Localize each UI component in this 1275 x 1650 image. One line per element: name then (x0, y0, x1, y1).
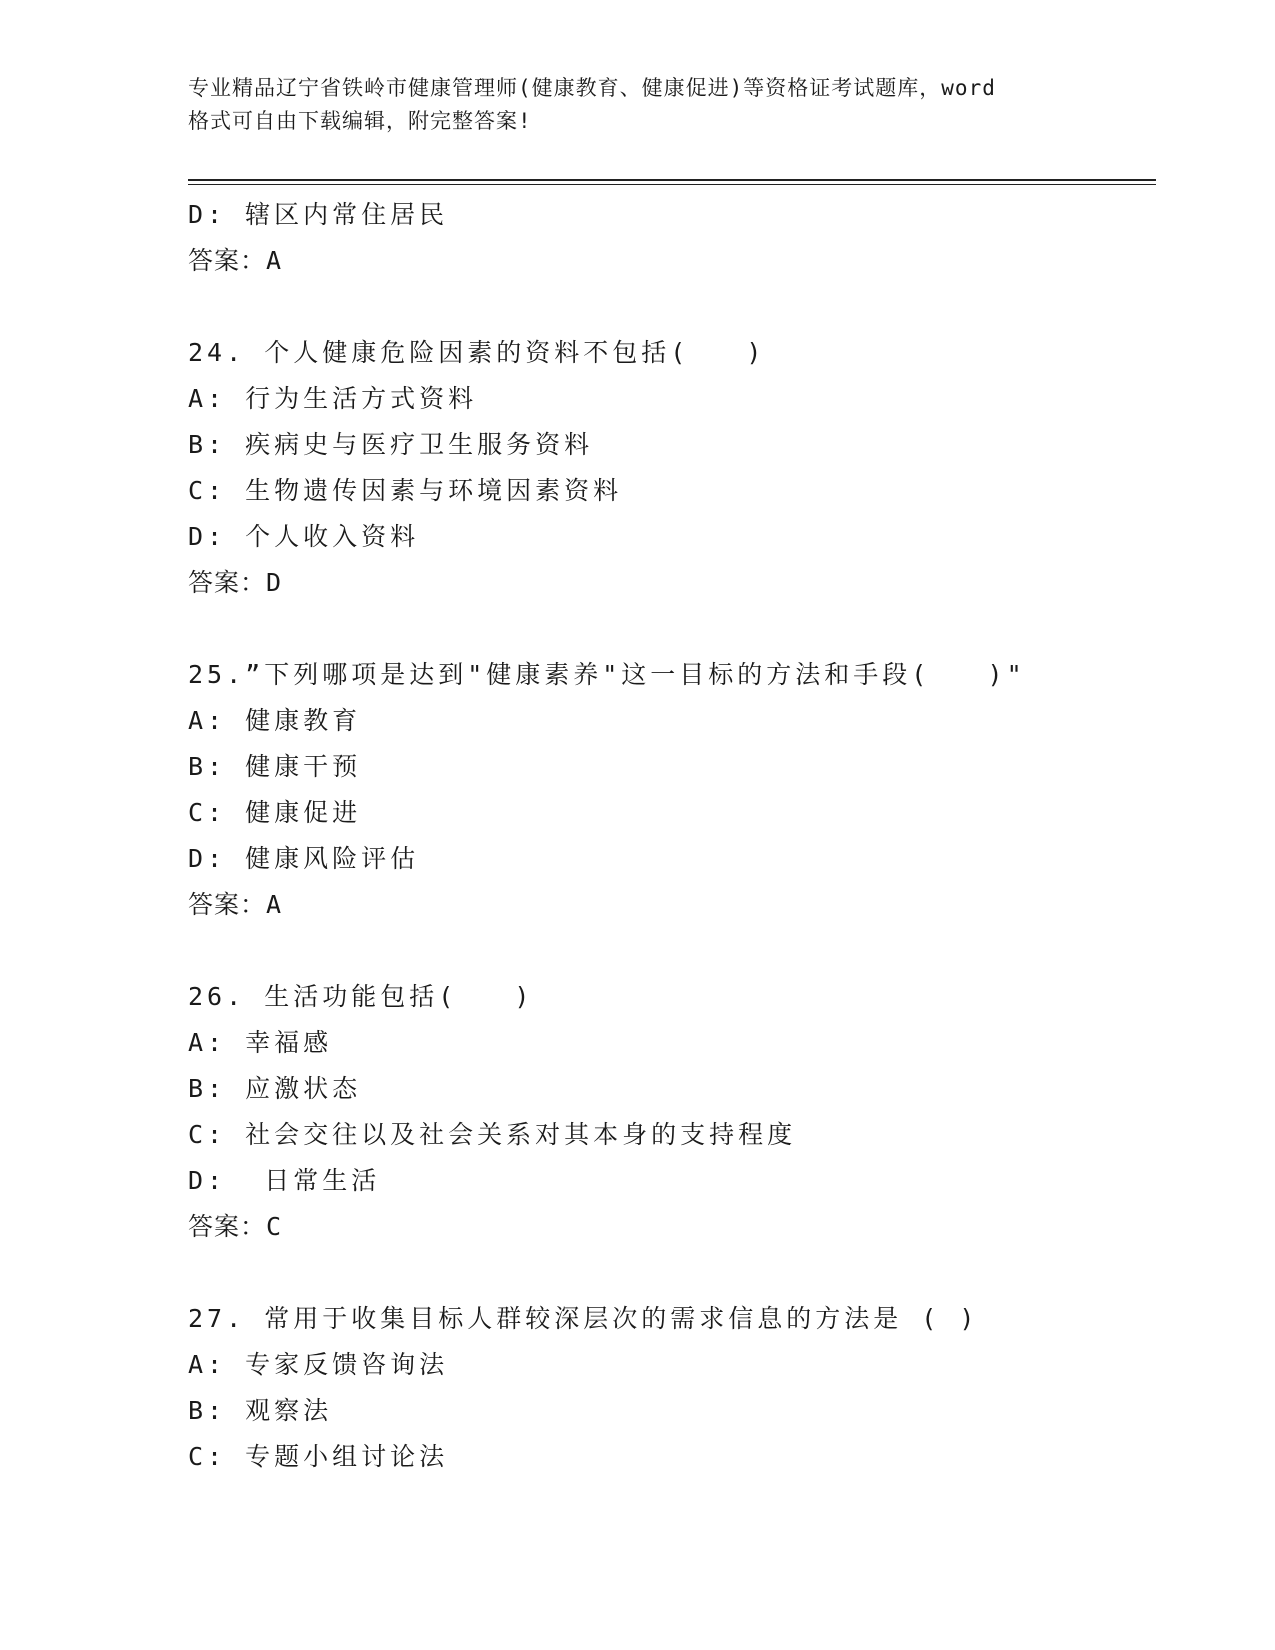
option-a: A: 专家反馈咨询法 (188, 1350, 449, 1379)
answer: 答案：A (188, 890, 283, 919)
document-header (188, 72, 1088, 138)
question-stem: 27. 常用于收集目标人群较深层次的需求信息的方法是 ( ) (188, 1304, 979, 1333)
spacer (188, 284, 1128, 330)
header-divider-thin (188, 184, 1156, 185)
question-stem: 26. 生活功能包括( ) (188, 982, 534, 1011)
option-c: C: 健康促进 (188, 798, 362, 827)
option-c: C: 生物遗传因素与环境因素资料 (188, 476, 623, 505)
option-b: B: 健康干预 (188, 752, 362, 781)
spacer (188, 606, 1128, 652)
question-23-tail (188, 192, 1128, 284)
option-a: A: 幸福感 (188, 1028, 333, 1057)
option-a: A: 行为生活方式资料 (188, 384, 478, 413)
header-divider-thick (188, 179, 1156, 181)
question-stem: 24. 个人健康危险因素的资料不包括( ) (188, 338, 766, 367)
option-c: C: 社会交往以及社会关系对其本身的支持程度 (188, 1120, 797, 1149)
option-d: D: 辖区内常住居民 (188, 200, 449, 229)
question-24 (188, 330, 1128, 606)
header-line-2: 格式可自由下载编辑，附完整答案! (188, 109, 532, 133)
question-26 (188, 974, 1128, 1250)
answer: 答案：A (188, 246, 283, 275)
question-27 (188, 1296, 1128, 1480)
option-c: C: 专题小组讨论法 (188, 1442, 449, 1471)
question-list (188, 192, 1128, 1480)
answer: 答案：C (188, 1212, 283, 1241)
option-b: B: 疾病史与医疗卫生服务资料 (188, 430, 594, 459)
question-stem: 25.”下列哪项是达到"健康素养"这一目标的方法和手段( )" (188, 660, 1026, 689)
header-line-1: 专业精品辽宁省铁岭市健康管理师(健康教育、健康促进)等资格证考试题库，word (188, 76, 996, 100)
option-b: B: 观察法 (188, 1396, 333, 1425)
option-a: A: 健康教育 (188, 706, 362, 735)
question-25 (188, 652, 1128, 928)
spacer (188, 928, 1128, 974)
option-d: D: 健康风险评估 (188, 844, 420, 873)
option-b: B: 应激状态 (188, 1074, 362, 1103)
spacer (188, 1250, 1128, 1296)
answer: 答案：D (188, 568, 283, 597)
option-d: D: 日常生活 (188, 1166, 381, 1195)
option-d: D: 个人收入资料 (188, 522, 420, 551)
